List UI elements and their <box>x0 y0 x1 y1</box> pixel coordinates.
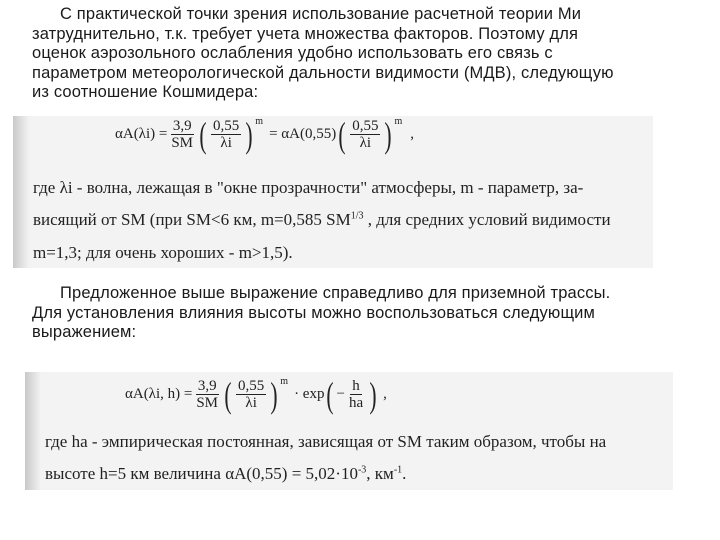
height-paragraph <box>32 284 692 343</box>
fraction-wavelength-2: $\frac{0,55}{\lambda i}$ <box>352 118 379 151</box>
formula-middle: = αA(0,55) <box>269 126 337 142</box>
fraction-height: $\frac{h}{hа}$ <box>348 378 364 411</box>
fraction-coefficient: $\frac{3,9}{SM}$ <box>171 118 194 151</box>
fraction-wavelength: $\frac{0,55}{\lambda i}$ <box>238 378 265 411</box>
scan-text-line: высоте h=5 км величина $\alpha A(0,55) = 5,02\cdot 10^{-3}$, $км^{-1}$. <box>45 464 407 483</box>
scanned-formula-block-height <box>25 372 673 490</box>
scan-text-line: m=1,3; для очень хороших - m>1,5). <box>33 243 293 262</box>
text-line: затруднительно, т.к. требует учета множества факторов. Поэтому для <box>32 24 579 43</box>
scan-text-line: висящий от SM (при SM<6 км, m=0,585 $SM^{1/3}$ , для средних условий видимости <box>33 210 611 229</box>
fraction-coefficient: $\frac{3,9}{SM}$ <box>196 378 219 411</box>
text-line: Для установления влияния высоты можно воспользоваться следующим <box>32 303 596 322</box>
formula-lhs: αA(λi) = <box>115 126 168 142</box>
text-line: параметром метеорологической дальности видимости (МДВ), следующую <box>32 63 614 82</box>
exponent: m <box>255 116 264 127</box>
text-line: выражением: <box>32 323 137 341</box>
text-line: из соотношение Кошмидера: <box>32 83 259 101</box>
koschmieder-formula: αA(λi) = $\frac{3,9}{SM}$ ( $\frac{0,55}{\lambda i}$ ) $^m$ = αA(0,55) ( $\frac{0,55}{\lambda i}$ ) $^m$ , <box>115 116 414 155</box>
scan-shadow <box>13 116 29 268</box>
fraction-wavelength: $\frac{0,55}{\lambda i}$ <box>213 118 240 151</box>
height-formula: αA(λi, h) = $\frac{3,9}{SM}$ ( $\frac{0,55}{\lambda i}$ ) $^m$ · exp ( − $\frac{h}{hа}$ ) , <box>125 374 387 415</box>
text-line: оценок аэрозольного ослабления удобно использовать его связь с <box>32 44 553 62</box>
scan-shadow <box>25 372 41 490</box>
text-line: Предложенное выше выражение справедливо для приземной трассы. <box>60 284 611 302</box>
scan-text-line: где λi - волна, лежащая в "окне прозрачности" атмосферы, m - параметр, за- <box>33 178 584 197</box>
text-line: С практической точки зрения использование расчетной теории Ми <box>60 5 582 23</box>
formula-lhs: αA(λi, h) = <box>125 386 193 402</box>
scanned-formula-block-koschmieder <box>13 116 653 268</box>
scan-text-line: где hа - эмпирическая постоянная, зависящая от SM таким образом, чтобы на <box>45 432 607 451</box>
intro-paragraph <box>32 5 692 103</box>
